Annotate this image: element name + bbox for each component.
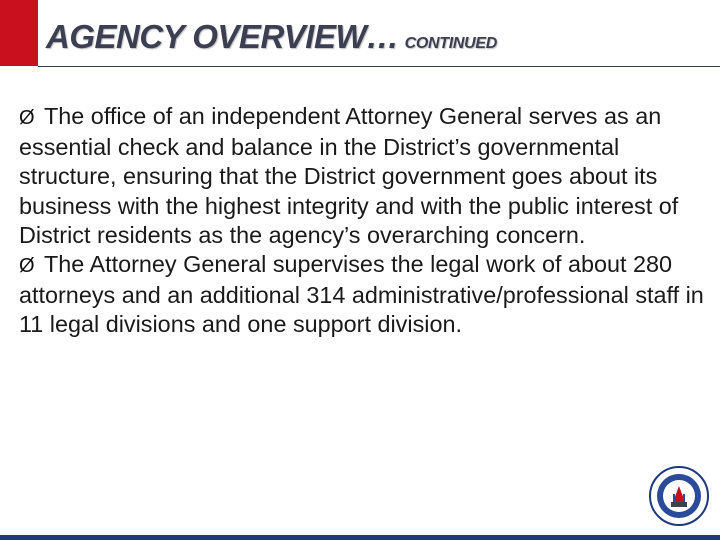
- arrow-bullet-icon: Ø: [19, 107, 35, 129]
- agency-seal-icon: [649, 466, 709, 526]
- title-continued: CONTINUED: [404, 35, 498, 52]
- header-accent-bar: [0, 0, 38, 66]
- bullet-item: [19, 250, 711, 340]
- footer-bar: [0, 535, 720, 540]
- bullet-text: The Attorney General supervises the legal work of about 280 attorneys and an additional 314 administrative/professional staff in 11 legal divisions and one support division.: [19, 251, 704, 338]
- page-title: [46, 18, 497, 56]
- header-divider: [38, 66, 720, 67]
- arrow-bullet-icon: Ø: [19, 255, 35, 278]
- bullet-list: [19, 102, 711, 340]
- bullet-text: The office of an independent Attorney General serves as an essential check and balance in the District’s governmental structure, ensuring that the District government goes about its business with the highest integrity and with the public interest of District residents as the agency’s overarching concern.: [19, 103, 679, 248]
- bullet-item: [19, 102, 711, 250]
- title-main: AGENCY OVERVIEW…: [46, 18, 399, 55]
